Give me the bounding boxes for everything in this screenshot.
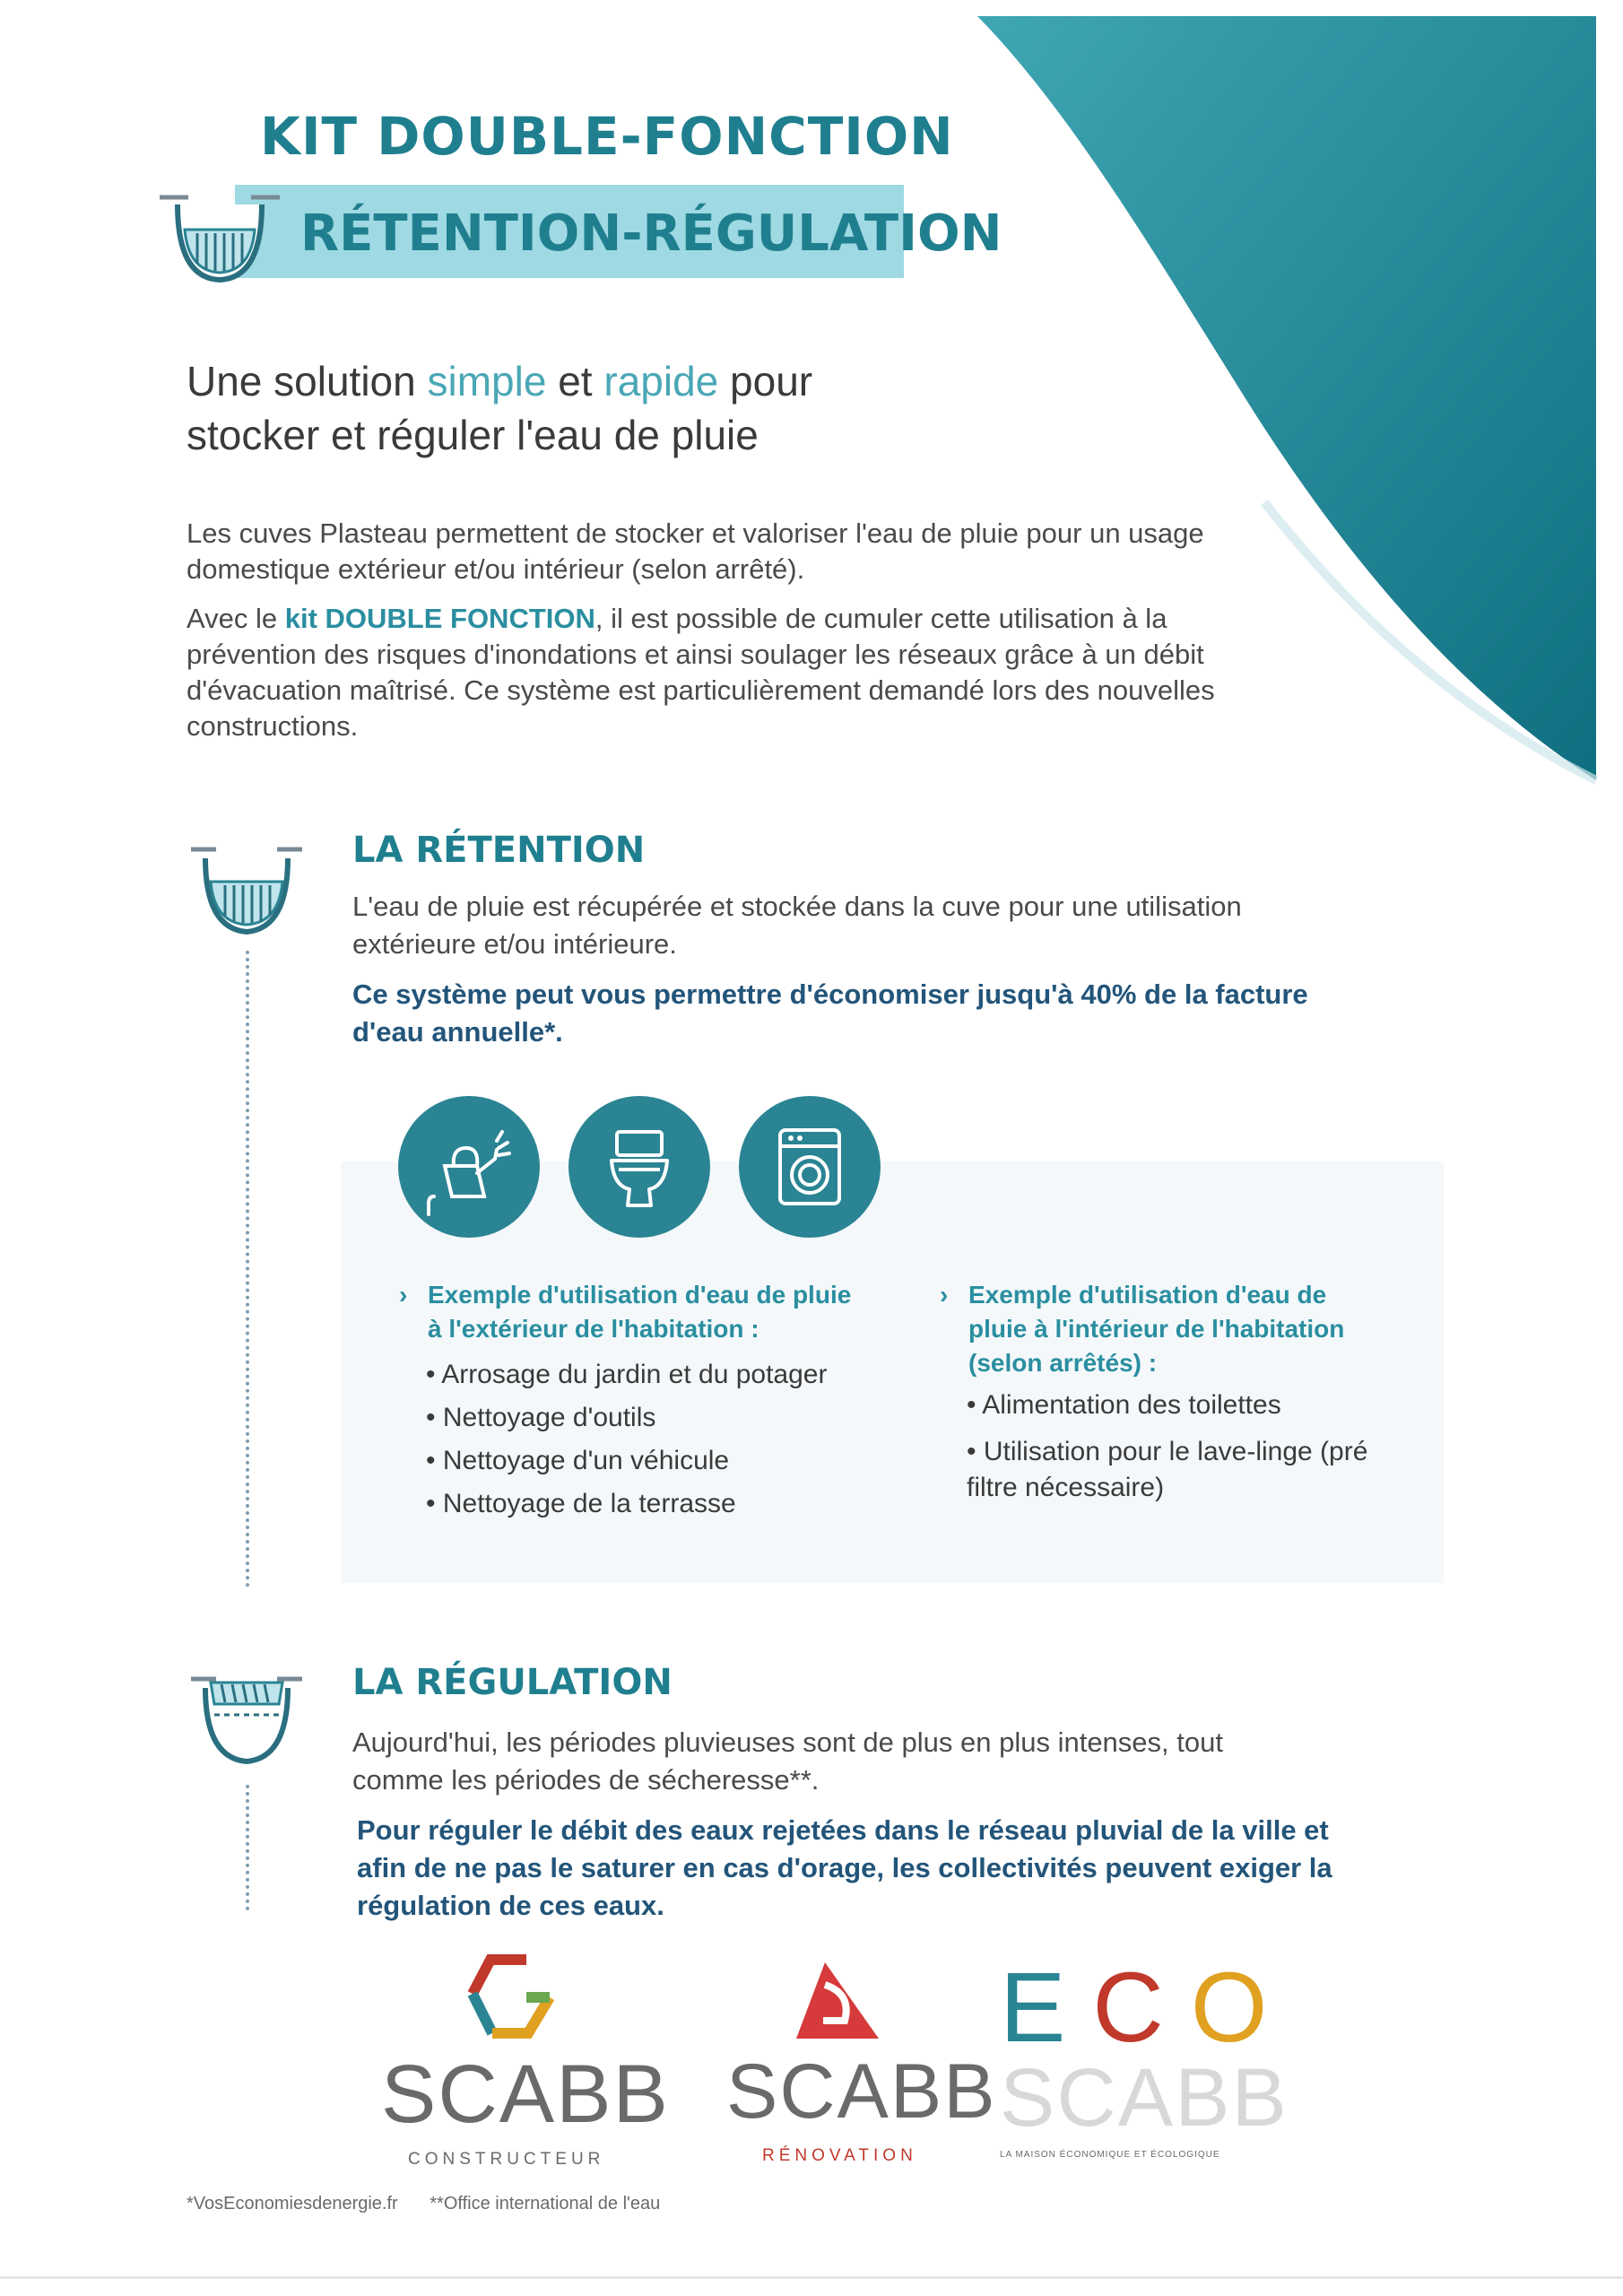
regulation-title: LA RÉGULATION xyxy=(352,1662,673,1703)
regulation-dotted-line xyxy=(246,1785,249,1910)
interior-examples-title: › Exemple d'utilisation d'eau de pluie à l'intérieur de l'habitation (selon arrêtés) : xyxy=(940,1278,1388,1380)
retention-dotted-line xyxy=(246,951,249,1587)
eco-wordmark: ECO xyxy=(1000,1952,1295,2063)
logo-subtitle: RÉNOVATION xyxy=(762,2146,917,2165)
chevron-right-icon: › xyxy=(399,1281,408,1309)
footnote-2: **Office international de l'eau xyxy=(430,2194,661,2213)
retention-title: LA RÉTENTION xyxy=(352,830,646,871)
retention-text: L'eau de pluie est récupérée et stockée dans la cuve pour une utilisation extérieure et/ou intérieure. xyxy=(352,891,1242,960)
washing-machine-icon xyxy=(739,1096,881,1238)
page-title: KIT DOUBLE-FONCTION xyxy=(260,106,954,167)
list-item: • Arrosage du jardin et du potager xyxy=(426,1353,865,1396)
logo-subtitle: LA MAISON ÉCONOMIQUE ET ÉCOLOGIQUE xyxy=(1000,2150,1220,2160)
scabb-wordmark: SCABB xyxy=(1000,2052,1289,2144)
exterior-examples-title: › Exemple d'utilisation d'eau de pluie à l'extérieur de l'habitation : xyxy=(399,1278,865,1346)
logo-subtitle: CONSTRUCTEUR xyxy=(408,2150,605,2169)
regulation-tank-icon xyxy=(184,1668,309,1776)
toilet-icon xyxy=(568,1096,710,1238)
list-item: • Utilisation pour le lave-linge (pré filtre nécessaire) xyxy=(967,1434,1388,1506)
chevron-right-icon: › xyxy=(940,1281,949,1309)
list-item: • Nettoyage de la terrasse xyxy=(426,1483,865,1526)
scabb-constructeur-mark xyxy=(464,1951,562,2049)
regulation-highlight: Pour réguler le débit des eaux rejetées dans le réseau pluvial de la ville et afin de ne pas le saturer en cas d'orage, les collectivités peuvent exiger la régulation de ces eaux. xyxy=(357,1814,1332,1921)
list-item: • Alimentation des toilettes xyxy=(967,1387,1388,1423)
scabb-wordmark: SCABB xyxy=(381,2048,670,2140)
scabb-constructeur-logo xyxy=(381,1951,670,2169)
interior-examples-list xyxy=(940,1387,1388,1506)
intro-paragraph-1: Les cuves Plasteau permettent de stocker et valoriser l'eau de pluie pour un usage domestique extérieur et/ou intérieur (selon arrêté). xyxy=(187,517,1204,585)
list-item: • Nettoyage d'outils xyxy=(426,1396,865,1439)
watering-can-icon xyxy=(398,1096,540,1238)
retention-tank-icon xyxy=(184,839,309,946)
exterior-examples-list xyxy=(399,1353,865,1526)
intro-paragraph-2: Avec le kit DOUBLE FONCTION, il est possible de cumuler cette utilisation à la prévention des risques d'inondations et ainsi soulager les réseaux grâce à un débit d'évacuation maîtrisé. Ce système est particulièrement demandé lors des nouvelles constructions. xyxy=(187,603,1215,742)
scabb-renovation-mark xyxy=(789,1958,888,2048)
tagline: Une solution simple et rapide pour stocker et réguler l'eau de pluie xyxy=(187,358,813,458)
eco-scabb-logo xyxy=(1000,1951,1295,2166)
footnotes xyxy=(187,2194,687,2214)
bottom-divider xyxy=(0,2276,1623,2279)
list-item: • Nettoyage d'un véhicule xyxy=(426,1439,865,1483)
scabb-wordmark: SCABB xyxy=(726,2048,997,2135)
scabb-renovation-logo xyxy=(726,1951,997,2166)
tank-icon xyxy=(152,188,287,291)
regulation-text: Aujourd'hui, les périodes pluvieuses sont de plus en plus intenses, tout comme les périodes de sécheresse**. xyxy=(352,1726,1223,1796)
exterior-examples xyxy=(399,1278,865,1526)
page-subtitle: RÉTENTION-RÉGULATION xyxy=(300,204,1002,263)
footnote-1: *VosEconomiesdenergie.fr xyxy=(187,2194,398,2213)
retention-highlight: Ce système peut vous permettre d'économiser jusqu'à 40% de la facture d'eau annuelle*. xyxy=(352,978,1308,1048)
interior-examples xyxy=(940,1278,1388,1506)
